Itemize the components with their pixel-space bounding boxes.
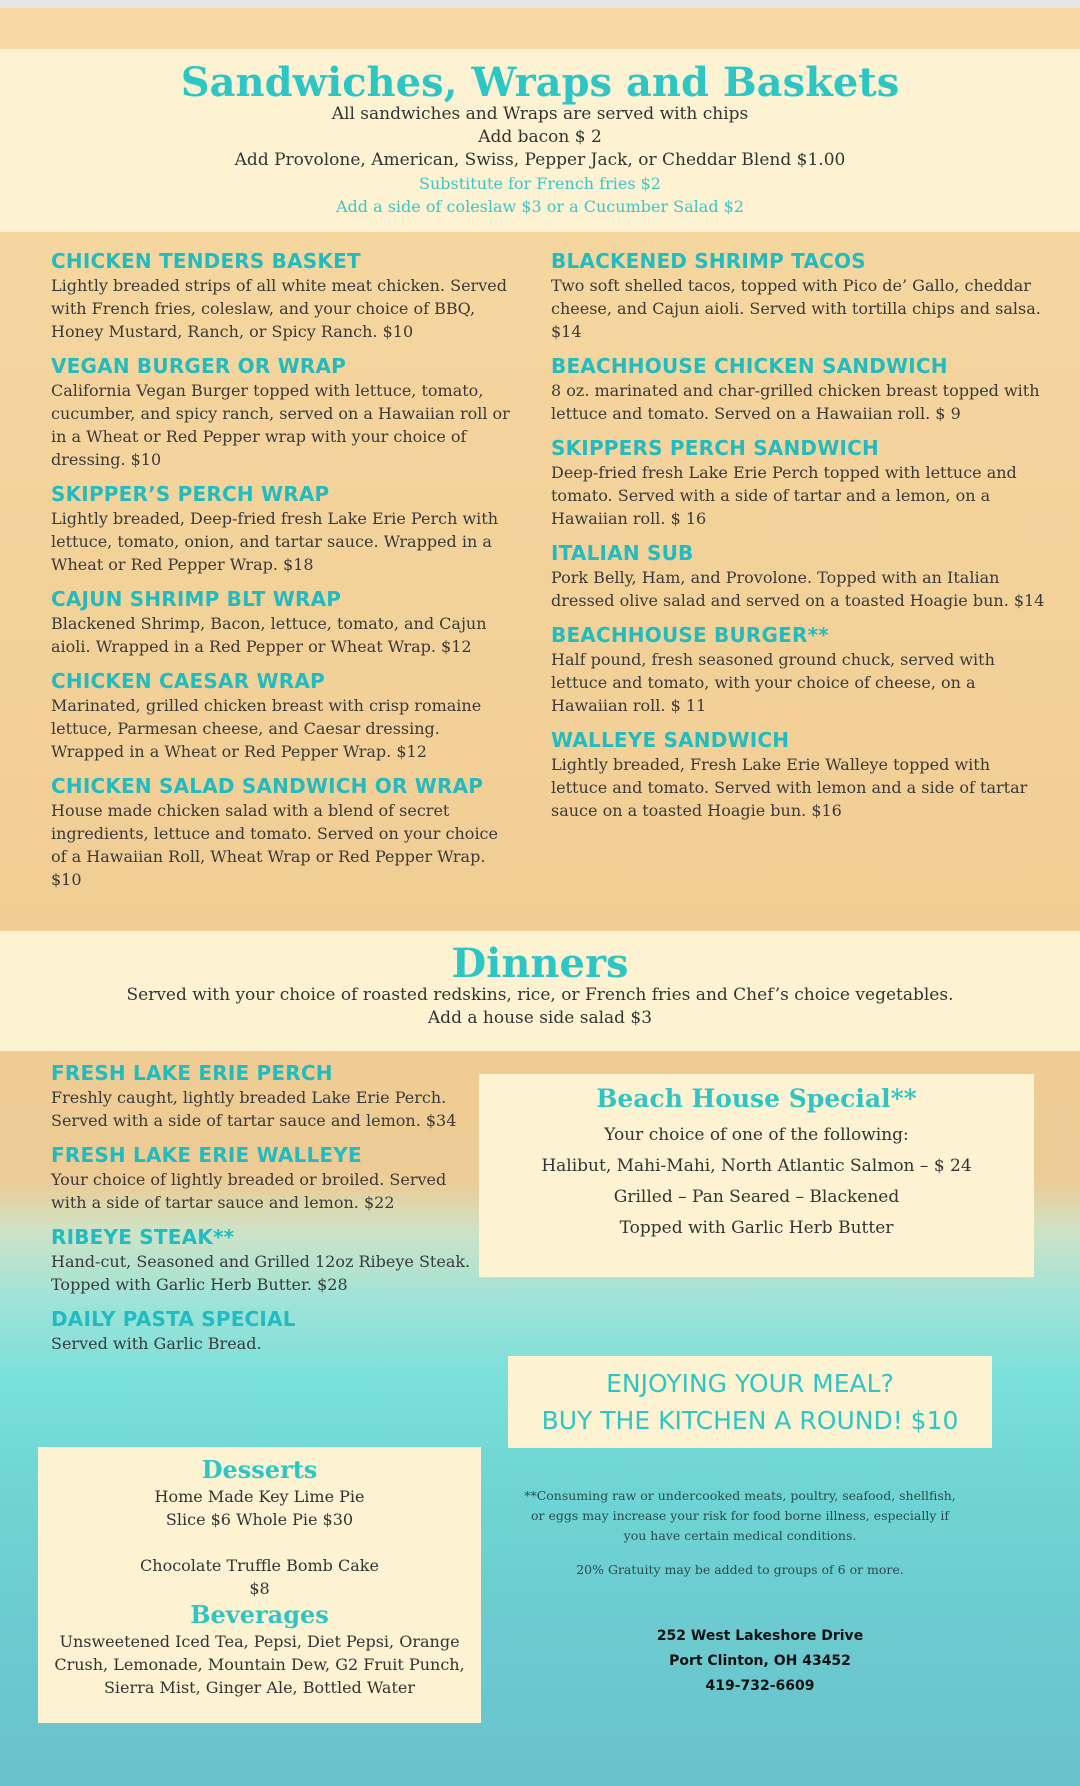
promo-line: BUY THE KITCHEN A ROUND! $10 bbox=[541, 1406, 959, 1435]
address-phone: 419-732-6609 bbox=[705, 1678, 815, 1694]
menu-item bbox=[551, 622, 1051, 717]
menu-item-desc: Your choice of lightly breaded or broiled. Served with a side of tartar sauce and lemon. $22 bbox=[51, 1170, 447, 1212]
menu-item-name: CAJUN SHRIMP BLT WRAP bbox=[51, 587, 342, 611]
menu-item bbox=[551, 353, 1051, 425]
menu-item-desc: Half pound, fresh seasoned ground chuck, served with lettuce and tomato, with your choice of cheese, on a Hawaiian roll. $ 11 bbox=[551, 650, 995, 715]
menu-item bbox=[51, 586, 511, 658]
dessert-line: Chocolate Truffle Bomb Cake bbox=[140, 1556, 379, 1575]
menu-item bbox=[51, 353, 511, 471]
menu-item-desc: Freshly caught, lightly breaded Lake Erie Perch. Served with a side of tartar sauce and lemon. $34 bbox=[51, 1088, 457, 1130]
dinners-title: Dinners bbox=[451, 940, 629, 987]
menu-item-name: FRESH LAKE ERIE PERCH bbox=[51, 1061, 333, 1085]
menu-item bbox=[551, 727, 1051, 822]
menu-item-desc: California Vegan Burger topped with lettuce, tomato, cucumber, and spicy ranch, served on a Hawaiian roll or in a Wheat or Red Pepper wrap with your choice of dressing. $10 bbox=[51, 381, 510, 469]
menu-item-name: FRESH LAKE ERIE WALLEYE bbox=[51, 1143, 362, 1167]
menu-item-desc: Pork Belly, Ham, and Provolone. Topped with an Italian dressed olive salad and served on a toasted Hoagie bun. $14 bbox=[551, 568, 1045, 610]
special-box bbox=[479, 1074, 1034, 1277]
menu-item-name: BEACHHOUSE BURGER** bbox=[551, 623, 829, 647]
food-safety-notice: **Consuming raw or undercooked meats, poultry, seafood, shellfish, or eggs may increase your risk for food borne illness, especially if you have certain medical conditions. bbox=[524, 1488, 956, 1543]
menu-item bbox=[51, 773, 511, 891]
menu-item bbox=[51, 1224, 471, 1296]
sandwiches-teal-note: Add a side of coleslaw $3 or a Cucumber Salad $2 bbox=[335, 197, 745, 216]
special-line: Halibut, Mahi-Mahi, North Atlantic Salmon – $ 24 bbox=[541, 1156, 972, 1176]
sandwiches-left-column bbox=[51, 248, 511, 901]
menu-item-name: WALLEYE SANDWICH bbox=[551, 728, 790, 752]
special-line: Grilled – Pan Seared – Blackened bbox=[613, 1187, 900, 1207]
beverages-list: Unsweetened Iced Tea, Pepsi, Diet Pepsi, Orange Crush, Lemonade, Mountain Dew, G2 Fruit Punch, Sierra Mist, Ginger Ale, Bottled Water bbox=[54, 1632, 465, 1697]
menu-item-name: ITALIAN SUB bbox=[551, 541, 694, 565]
menu-item-name: DAILY PASTA SPECIAL bbox=[51, 1307, 296, 1331]
menu-item-name: CHICKEN CAESAR WRAP bbox=[51, 669, 325, 693]
sandwiches-title: Sandwiches, Wraps and Baskets bbox=[180, 59, 900, 106]
menu-item bbox=[551, 248, 1051, 343]
menu-item-name: CHICKEN TENDERS BASKET bbox=[51, 249, 361, 273]
menu-item-desc: Blackened Shrimp, Bacon, lettuce, tomato, and Cajun aioli. Wrapped in a Red Pepper or Wheat Wrap. $12 bbox=[51, 614, 487, 656]
address-city: Port Clinton, OH 43452 bbox=[669, 1653, 851, 1669]
dinners-note: Served with your choice of roasted redskins, rice, or French fries and Chef’s choice vegetables. bbox=[126, 985, 954, 1005]
menu-item bbox=[51, 248, 511, 343]
spacer bbox=[38, 1531, 481, 1554]
dessert-line: $8 bbox=[249, 1579, 270, 1598]
menu-item-name: BLACKENED SHRIMP TACOS bbox=[551, 249, 866, 273]
menu-item-desc: Lightly breaded, Deep-fried fresh Lake Erie Perch with lettuce, tomato, onion, and tartar sauce. Wrapped in a Wheat or Red Pepper Wrap. $18 bbox=[51, 509, 498, 574]
sandwiches-note: All sandwiches and Wraps are served with chips bbox=[331, 104, 749, 124]
desserts-title: Desserts bbox=[201, 1455, 318, 1484]
menu-item bbox=[51, 668, 511, 763]
menu-item bbox=[51, 481, 511, 576]
menu-item-desc: 8 oz. marinated and char-grilled chicken breast topped with lettuce and tomato. Served on a Hawaiian roll. $ 9 bbox=[551, 381, 1040, 423]
special-line: Your choice of one of the following: bbox=[604, 1125, 909, 1145]
special-title: Beach House Special** bbox=[596, 1084, 917, 1113]
address-block bbox=[560, 1624, 960, 1699]
dessert-line: Home Made Key Lime Pie bbox=[154, 1487, 365, 1506]
menu-item-desc: House made chicken salad with a blend of secret ingredients, lettuce and tomato. Served on your choice of a Hawaiian Roll, Wheat Wrap or Red Pepper Wrap. $10 bbox=[51, 801, 498, 889]
sandwiches-note: Add Provolone, American, Swiss, Pepper Jack, or Cheddar Blend $1.00 bbox=[234, 150, 846, 170]
menu-item bbox=[551, 540, 1051, 612]
dinners-column bbox=[51, 1060, 471, 1365]
menu-item bbox=[51, 1306, 471, 1355]
menu-item-desc: Lightly breaded, Fresh Lake Erie Walleye topped with lettuce and tomato. Served with lemon and a side of tartar sauce on a toasted Hoagie bun. $16 bbox=[551, 755, 1028, 820]
address-street: 252 West Lakeshore Drive bbox=[656, 1628, 864, 1644]
menu-item-desc: Lightly breaded strips of all white meat chicken. Served with French fries, coleslaw, and your choice of BBQ, Honey Mustard, Ranch, or Spicy Ranch. $10 bbox=[51, 276, 507, 341]
promo-box bbox=[508, 1356, 992, 1448]
menu-item-name: BEACHHOUSE CHICKEN SANDWICH bbox=[551, 354, 948, 378]
sandwiches-right-column bbox=[551, 248, 1051, 832]
special-line: Topped with Garlic Herb Butter bbox=[619, 1218, 894, 1238]
dinners-header bbox=[0, 931, 1080, 1051]
menu-item-desc: Hand-cut, Seasoned and Grilled 12oz Ribeye Steak. Topped with Garlic Herb Butter. $28 bbox=[51, 1252, 471, 1294]
menu-item-desc: Deep-fried fresh Lake Erie Perch topped with lettuce and tomato. Served with a side of tartar and a lemon, on a Hawaiian roll. $ 16 bbox=[551, 463, 1017, 528]
gratuity-notice: 20% Gratuity may be added to groups of 6 or more. bbox=[576, 1562, 904, 1577]
menu-item-name: CHICKEN SALAD SANDWICH OR WRAP bbox=[51, 774, 484, 798]
menu-item bbox=[551, 435, 1051, 530]
menu-item bbox=[51, 1060, 471, 1132]
menu-item-desc: Marinated, grilled chicken breast with crisp romaine lettuce, Parmesan cheese, and Caesar dressing. Wrapped in a Wheat or Red Pepper Wrap. $12 bbox=[51, 696, 482, 761]
sandwiches-header bbox=[0, 49, 1080, 232]
menu-item-desc: Served with Garlic Bread. bbox=[51, 1334, 262, 1353]
promo-line: ENJOYING YOUR MEAL? bbox=[606, 1369, 894, 1398]
beverages-title: Beverages bbox=[190, 1600, 329, 1629]
menu-item-name: SKIPPERS PERCH SANDWICH bbox=[551, 436, 879, 460]
menu-item-name: SKIPPER’S PERCH WRAP bbox=[51, 482, 330, 506]
menu-item-name: RIBEYE STEAK** bbox=[51, 1225, 235, 1249]
menu-item-name: VEGAN BURGER OR WRAP bbox=[51, 354, 347, 378]
sandwiches-teal-note: Substitute for French fries $2 bbox=[419, 174, 661, 193]
menu-item bbox=[51, 1142, 471, 1214]
dinners-note: Add a house side salad $3 bbox=[427, 1008, 653, 1028]
menu-item-desc: Two soft shelled tacos, topped with Pico de’ Gallo, cheddar cheese, and Cajun aioli. Served with tortilla chips and salsa. $14 bbox=[551, 276, 1041, 341]
dessert-line: Slice $6 Whole Pie $30 bbox=[165, 1510, 354, 1529]
sandwiches-note: Add bacon $ 2 bbox=[478, 127, 602, 147]
desserts-beverages-box bbox=[38, 1447, 481, 1723]
